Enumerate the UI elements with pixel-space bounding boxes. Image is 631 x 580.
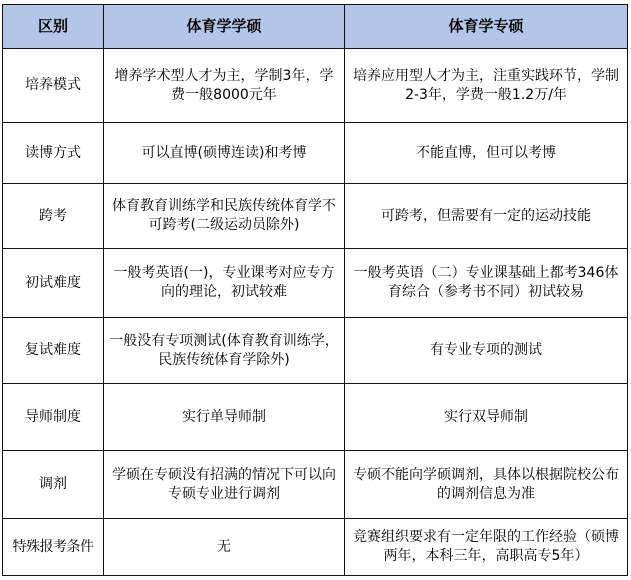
header-category: 区别 xyxy=(3,5,104,49)
row-professional: 培养应用型人才为主，注重实践环节，学制2-3年，学费一般1.2万/年 xyxy=(345,49,628,123)
header-row xyxy=(3,5,628,49)
comparison-table xyxy=(2,4,628,576)
row-academic: 实行单导师制 xyxy=(104,384,345,451)
row-category: 复试难度 xyxy=(3,318,104,384)
row-category: 特殊报考条件 xyxy=(3,519,104,576)
row-academic: 体育教育训练学和民族传统体育学不可跨考(二级运动员除外) xyxy=(104,184,345,249)
row-category: 跨考 xyxy=(3,184,104,249)
table-row xyxy=(3,123,628,184)
table-row xyxy=(3,384,628,451)
row-academic: 可以直博(硕博连读)和考博 xyxy=(104,123,345,184)
row-category: 导师制度 xyxy=(3,384,104,451)
header-academic: 体育学学硕 xyxy=(104,5,345,49)
row-category: 初试难度 xyxy=(3,249,104,318)
table-row xyxy=(3,249,628,318)
row-professional: 可跨考，但需要有一定的运动技能 xyxy=(345,184,628,249)
row-professional: 竞赛组织要求有一定年限的工作经验（硕博两年，本科三年，高职高专5年） xyxy=(345,519,628,576)
row-academic: 一般考英语(一)，专业课考对应专方向的理论，初试较难 xyxy=(104,249,345,318)
row-professional: 实行双导师制 xyxy=(345,384,628,451)
row-academic: 增养学术型人才为主，学制3年，学费一般8000元年 xyxy=(104,49,345,123)
row-academic: 一般没有专项测试(体育教育训练学，民族传统体育学除外) xyxy=(104,318,345,384)
row-professional: 一般考英语（二）专业课基础上都考346体育综合（参考书不同）初试较易 xyxy=(345,249,628,318)
table-row xyxy=(3,184,628,249)
row-academic: 无 xyxy=(104,519,345,576)
row-professional: 不能直博，但可以考博 xyxy=(345,123,628,184)
table-row xyxy=(3,451,628,519)
row-category: 读博方式 xyxy=(3,123,104,184)
table-row xyxy=(3,519,628,576)
row-category: 培养模式 xyxy=(3,49,104,123)
row-professional: 有专业专项的测试 xyxy=(345,318,628,384)
table-row xyxy=(3,49,628,123)
table-row xyxy=(3,318,628,384)
row-academic: 学硕在专硕没有招满的情况下可以向专硕专业进行调剂 xyxy=(104,451,345,519)
row-category: 调剂 xyxy=(3,451,104,519)
header-professional: 体育学专硕 xyxy=(345,5,628,49)
row-professional: 专硕不能向学硕调剂，具体以根据院校公布的调剂信息为准 xyxy=(345,451,628,519)
